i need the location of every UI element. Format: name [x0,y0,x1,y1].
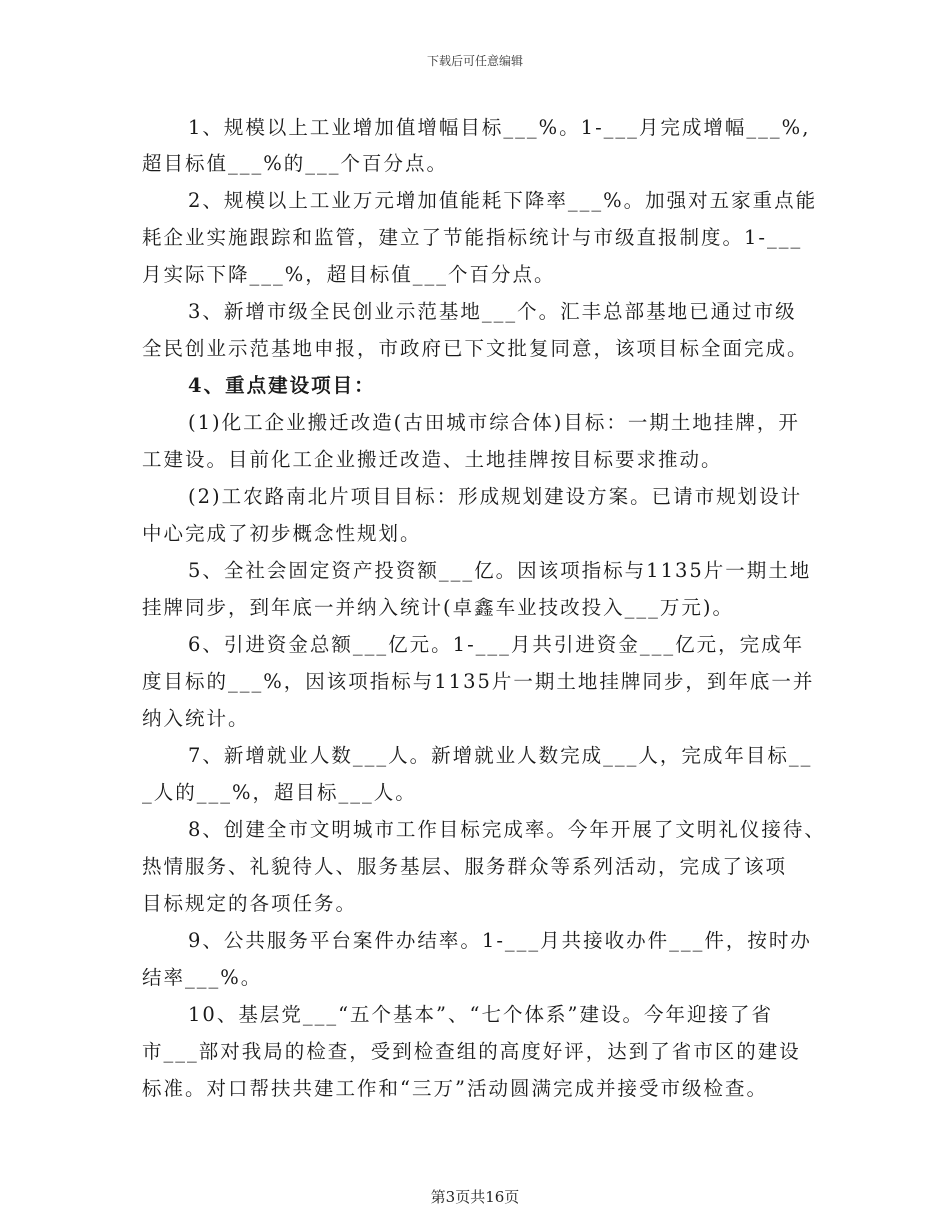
section-heading: 4、重点建设项目： [188,374,376,397]
paragraph-4-1-line-1: (1)化工企业搬迁改造(古田城市综合体)目标：一期土地挂牌，开 [188,411,800,434]
paragraph-6-line-2: 度目标的___%，因该项指标与1135片一期土地挂牌同步，到年底一并 [142,670,815,693]
paragraph-10-line-2: 市___部对我局的检查，受到检查组的高度好评，达到了省市区的建设 [142,1040,801,1063]
paragraph-3-line-1: 3、新增市级全民创业示范基地___个。汇丰总部基地已通过市级 [188,300,797,323]
paragraph-5-line-1: 5、全社会固定资产投资额___亿。因该项指标与1135片一期土地 [188,559,812,582]
paragraph-6-line-1: 6、引进资金总额___亿元。1-___月共引进资金___亿元，完成年 [188,633,805,656]
paragraph-6-line-3: 纳入统计。 [142,707,250,730]
paragraph-8-line-3: 目标规定的各项任务。 [142,892,358,915]
paragraph-1-line-1: 1、规模以上工业增加值增幅目标___%。1-___月完成增幅___%, [188,116,811,139]
paragraph-2-line-3: 月实际下降___%，超目标值___个百分点。 [142,263,556,286]
paragraph-2-line-2: 耗企业实施跟踪和监管，建立了节能指标统计与市级直报制度。1-___ [142,226,803,249]
paragraph-10-line-3: 标准。对口帮扶共建工作和“三万”活动圆满完成并接受市级检查。 [142,1077,768,1100]
paragraph-9-line-1: 9、公共服务平台案件办结率。1-___月共接收办件___件，按时办 [188,929,812,952]
paragraph-4-2-line-2: 中心完成了初步概念性规划。 [142,522,422,545]
paragraph-4-1-line-2: 工建设。目前化工企业搬迁改造、土地挂牌按目标要求推动。 [142,448,723,471]
paragraph-1-line-2: 超目标值___%的___个百分点。 [142,152,449,175]
paragraph-10-line-1: 10、基层党___“五个基本”、“七个体系”建设。今年迎接了省 [188,1003,773,1026]
paragraph-7-line-2: _人的___%，超目标___人。 [142,781,417,804]
paragraph-2-line-1: 2、规模以上工业万元增加值能耗下降率___%。加强对五家重点能 [188,189,818,212]
paragraph-7-line-1: 7、新增就业人数___人。新增就业人数完成___人，完成年目标__ [188,744,813,767]
paragraph-4-2-line-1: (2)工农路南北片项目目标：形成规划建设方案。已请市规划设计 [188,485,803,508]
page-header: 下载后可任意编辑 [426,54,523,68]
paragraph-5-line-2: 挂牌同步，到年底一并纳入统计(卓鑫车业技改投入___万元)。 [142,596,734,619]
paragraph-9-line-2: 结率___%。 [142,966,263,989]
page-number-footer: 第3页共16页 [430,1188,520,1206]
paragraph-3-line-2: 全民创业示范基地申报，市政府已下文批复同意，该项目标全面完成。 [142,337,809,360]
paragraph-8-line-1: 8、创建全市文明城市工作目标完成率。今年开展了文明礼仪接待、 [188,818,826,841]
paragraph-8-line-2: 热情服务、礼貌待人、服务基层、服务群众等系列活动，完成了该项 [142,855,788,878]
